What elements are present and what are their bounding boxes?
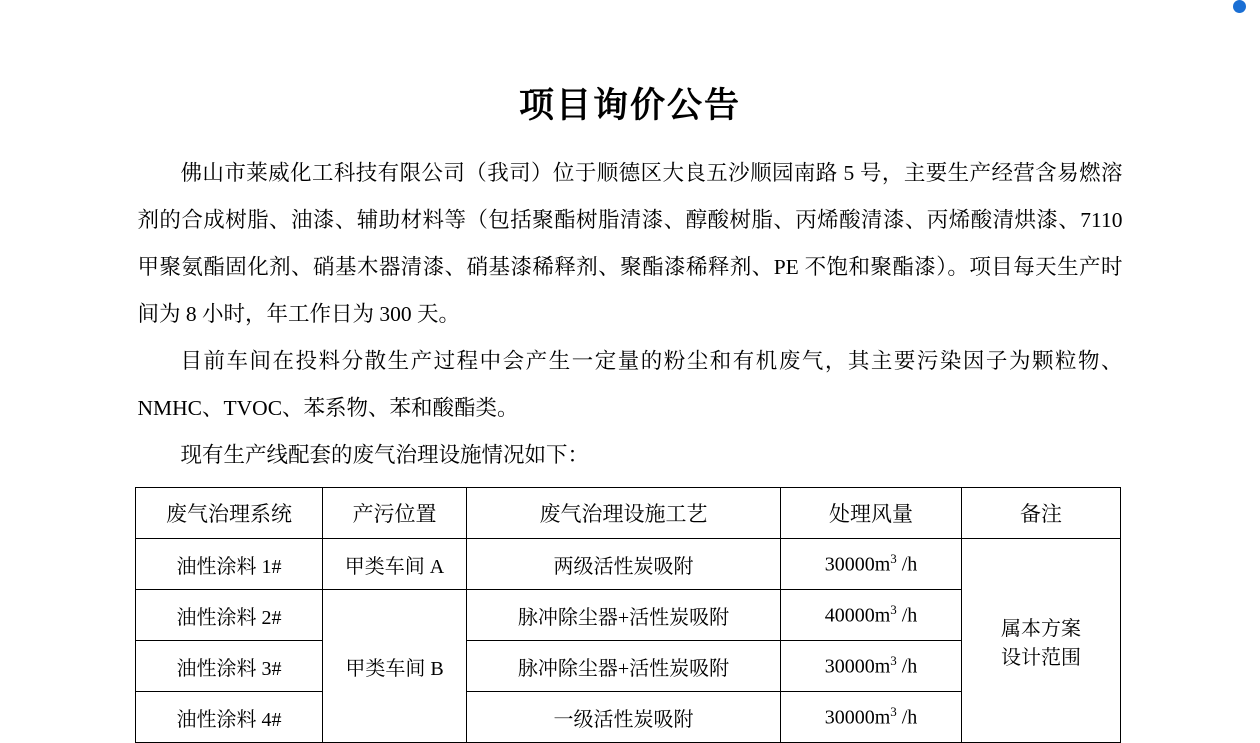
cell-remark [962, 539, 1121, 743]
cell-airflow-suffix: /h [896, 604, 918, 627]
table-header-process: 废气治理设施工艺 [467, 488, 781, 539]
cell-airflow [781, 641, 962, 692]
cell-airflow-suffix: /h [896, 655, 918, 678]
cell-airflow-value: 30000m [824, 553, 891, 576]
cell-airflow [781, 539, 962, 590]
page-title: 项目询价公告 [518, 86, 741, 125]
cell-airflow-value: 40000m [824, 604, 891, 627]
cell-system: 油性涂料 3# [136, 641, 323, 692]
cell-airflow-value: 30000m [824, 706, 891, 729]
cell-airflow-unit: 3 [890, 551, 897, 567]
paragraph-pollution-factors: 目前车间在投料分散生产过程中会产生一定量的粉尘和有机废气，其主要污染因子为颗粒物、NMHC、TVOC、苯系物、苯和酸酯类。 [137, 349, 1123, 420]
window-top-strip [0, 0, 1260, 10]
cell-airflow-unit: 3 [890, 602, 897, 618]
cell-airflow-value: 30000m [824, 655, 891, 678]
cell-process: 一级活性炭吸附 [467, 692, 781, 743]
table-header-remark: 备注 [962, 488, 1121, 539]
cell-process: 脉冲除尘器+活性炭吸附 [467, 641, 781, 692]
cell-airflow-unit: 3 [890, 704, 897, 720]
cell-remark-line1: 属本方案 [1001, 617, 1081, 640]
document-body [0, 10, 1260, 738]
paragraph-table-lead: 现有生产线配套的废气治理设施情况如下： [180, 443, 590, 467]
cell-location: 甲类车间 A [323, 539, 467, 590]
waste-gas-treatment-table [135, 487, 1121, 743]
cell-airflow-suffix: /h [896, 706, 918, 729]
table-row [136, 539, 1121, 590]
paragraph-company-intro: 佛山市莱威化工科技有限公司（我司）位于顺德区大良五沙顺园南路 5 号，主要生产经营含易燃溶剂的合成树脂、油漆、辅助材料等（包括聚酯树脂清漆、醇酸树脂、丙烯酸清漆、丙烯酸清烘漆、7110 甲聚氨酯固化剂、硝基木器清漆、硝基漆稀释剂、聚酯漆稀释剂、PE 不饱和聚酯漆）。项目每天生产时间为 8 小时，年工作日为 300 天。 [137, 161, 1123, 326]
table-header-location: 产污位置 [323, 488, 467, 539]
cell-system: 油性涂料 2# [136, 590, 323, 641]
cell-process: 两级活性炭吸附 [467, 539, 781, 590]
cell-airflow [781, 590, 962, 641]
cell-location: 甲类车间 B [323, 590, 467, 743]
table-header-system: 废气治理系统 [136, 488, 323, 539]
table-header-row [136, 488, 1121, 539]
cell-system: 油性涂料 4# [136, 692, 323, 743]
cell-airflow-unit: 3 [890, 653, 897, 669]
cell-remark-line2: 设计范围 [1001, 646, 1081, 669]
cell-process: 脉冲除尘器+活性炭吸附 [467, 590, 781, 641]
table-header-airflow: 处理风量 [781, 488, 962, 539]
cell-system: 油性涂料 1# [136, 539, 323, 590]
cell-airflow-suffix: /h [896, 553, 918, 576]
cell-airflow [781, 692, 962, 743]
